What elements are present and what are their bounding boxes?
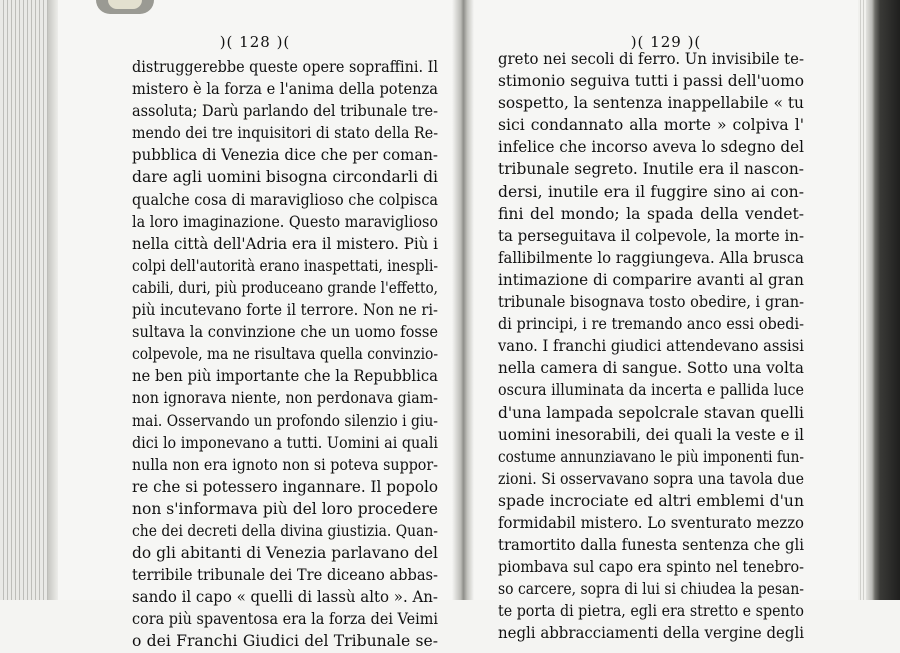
text-line: di principi, i re tremando anco essi obedi- bbox=[498, 315, 804, 334]
text-line: terribile tribunale dei Tre diceano abbas- bbox=[132, 566, 438, 585]
text-line: mai. Osservando un profondo silenzio i giu- bbox=[132, 411, 438, 430]
text-line: oscura illuminata da incerta e pallida luce bbox=[498, 381, 804, 400]
text-line: spade incrociate ed altri emblemi d'un bbox=[498, 491, 804, 510]
text-line: mendo dei tre inquisitori di stato della Re- bbox=[132, 124, 438, 143]
text-line: ta perseguitava il colpevole, la morte in- bbox=[498, 226, 804, 245]
text-line: la loro imaginazione. Questo maraviglioso bbox=[132, 212, 438, 231]
text-line: che dei decreti della divina giustizia. Quan- bbox=[132, 521, 438, 540]
text-line: dersi, inutile era il fuggire sino ai con- bbox=[498, 182, 804, 201]
text-line: infelice che incorso aveva lo sdegno del bbox=[498, 138, 804, 157]
text-line: formidabil mistero. Lo sventurato mezzo bbox=[498, 513, 804, 532]
text-line: tribunale bisognava tosto obedire, i gran- bbox=[498, 293, 804, 312]
text-line: sultava la convinzione che un uomo fosse bbox=[132, 323, 438, 342]
text-line: tramortito dalla funesta sentenza che gli bbox=[498, 536, 804, 555]
right-page-stack bbox=[858, 0, 866, 600]
right-page-number: )( 129 )( bbox=[630, 33, 702, 51]
text-line: zioni. Si osservavano sopra una tavola due bbox=[498, 469, 804, 488]
text-line: te porta di pietra, egli era stretto e spento bbox=[498, 602, 804, 621]
text-line: so carcere, sopra di lui si chiudea la pesan- bbox=[498, 580, 804, 599]
text-line: piombava sul capo era spinto nel tenebro- bbox=[498, 558, 804, 577]
text-line: uomini inesorabili, dei quali la veste e il bbox=[498, 425, 804, 444]
text-line: cabili, duri, più produceano grande l'effetto, bbox=[132, 278, 438, 297]
text-line: re che si potessero ingannare. Il popolo bbox=[132, 477, 438, 496]
left-page bbox=[58, 0, 452, 651]
text-line: nulla non era ignoto non si poteva suppor- bbox=[132, 455, 438, 474]
text-line: fini del mondo; la spada della vendet- bbox=[498, 204, 804, 223]
right-page-text bbox=[498, 48, 804, 645]
left-page-stack bbox=[0, 0, 58, 600]
text-line: non ignorava niente, non perdonava giam- bbox=[132, 389, 438, 408]
text-line: sici condannato alla morte » colpiva l' bbox=[498, 116, 804, 135]
right-page bbox=[474, 0, 858, 643]
text-line: greto nei secoli di ferro. Un invisibile te- bbox=[498, 50, 804, 68]
text-line: dare agli uomini bisogna circondarli di bbox=[132, 168, 438, 187]
book-cover-edge bbox=[866, 0, 900, 600]
text-line: o dei Franchi Giudici del Tribunale se- bbox=[132, 632, 438, 651]
text-line: vano. I franchi giudici attendevano assisi bbox=[498, 337, 804, 356]
text-line: mistero è la forza e l'anima della potenza bbox=[132, 80, 438, 99]
text-line: qualche cosa di maraviglioso che colpisca bbox=[132, 190, 438, 209]
text-line: fallibilmente lo raggiungeva. Alla brusca bbox=[498, 248, 804, 267]
text-line: dici lo imponevano a tutti. Uomini ai quali bbox=[132, 433, 438, 452]
text-line: colpi dell'autorità erano inaspettati, inespli- bbox=[132, 256, 438, 275]
text-line: nella camera di sangue. Sotto una volta bbox=[498, 359, 804, 378]
text-line: stimonio seguiva tutti i passi dell'uomo bbox=[498, 72, 804, 91]
text-line: pubblica di Venezia dice che per coman- bbox=[132, 146, 438, 165]
text-line: più incutevano forte il terrore. Non ne ri- bbox=[132, 301, 438, 320]
text-line: costume annunziavano le più imponenti fun- bbox=[498, 447, 804, 466]
text-line: do gli abitanti di Venezia parlavano del bbox=[132, 544, 438, 563]
text-line: non s'informava più del loro procedere bbox=[132, 499, 438, 518]
text-line: colpevole, ma ne risultava quella convinzio- bbox=[132, 345, 438, 364]
text-line: nella città dell'Adria era il mistero. Più i bbox=[132, 234, 438, 253]
left-page-number: )( 128 )( bbox=[219, 33, 291, 51]
text-line: d'una lampada sepolcrale stavan quelli bbox=[498, 403, 804, 422]
text-line: negli abbracciamenti della vergine degli bbox=[498, 624, 804, 643]
text-line: assoluta; Darù parlando del tribunale tre- bbox=[132, 102, 438, 121]
text-line: tribunale segreto. Inutile era il nascon- bbox=[498, 160, 804, 179]
text-line: ne ben più importante che la Repubblica bbox=[132, 367, 438, 386]
book-gutter bbox=[452, 0, 474, 600]
text-line: cora più spaventosa era la forza dei Veimi bbox=[132, 610, 438, 629]
text-line: sospetto, la sentenza inappellabile « tu bbox=[498, 94, 804, 113]
text-line: sando il capo « quelli di lassù alto ». An- bbox=[132, 588, 438, 607]
left-page-text bbox=[132, 56, 438, 653]
text-line: distruggerebbe queste opere sopraffini. Il bbox=[132, 58, 438, 76]
text-line: intimazione di comparire avanti al gran bbox=[498, 270, 804, 289]
